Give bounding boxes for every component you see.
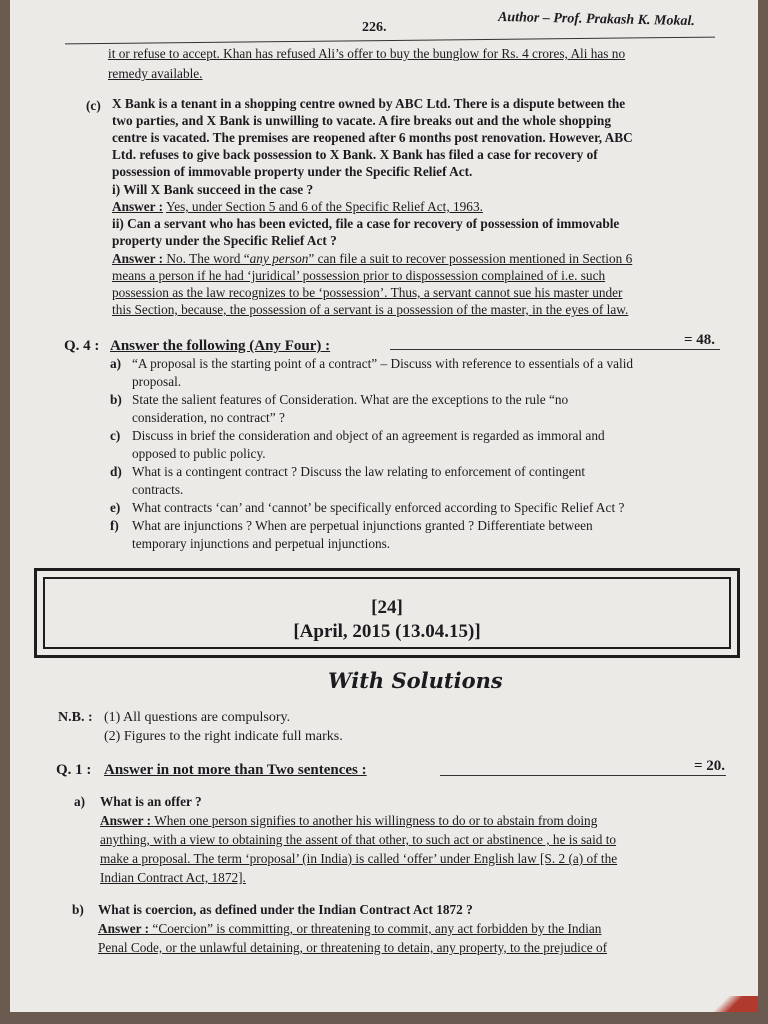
q4-item-a [110,356,633,372]
q4-item-d-cont: contracts. [132,482,184,497]
q4-item-c-cont: opposed to public policy. [132,446,266,461]
paper-date: [April, 2015 (13.04.15)] [293,621,481,642]
with-solutions-heading: With Solutions [328,668,503,693]
item-text: What are injunctions ? When are perpetual injunctions granted ? Differentiate between [132,518,593,533]
answer-label: Answer : [98,921,150,936]
case-c-answer-2-line-4: this Section, because, the possession of a servant is a possession of the master, in the eyes of law. [112,302,629,317]
answer-text: “Coercion” is committing, or threatening to commit, any act forbidden by the Indian [152,921,602,936]
q4-marks: = 48. [684,332,716,348]
answer-text: Yes, under Section 5 and 6 of the Specific Relief Act, 1963. [165,199,483,214]
q1-a-question: What is an offer ? [100,794,202,809]
paper-title-box [34,568,740,658]
answer-text-italic: any person [249,251,309,266]
case-c-line-3: centre is vacated. The premises are reopened after 6 months post renovation. However, ABC [112,130,633,145]
intro-line-1: it or refuse to accept. Khan has refused Ali’s offer to buy the bunglow for Rs. 4 crores, Ali has no [108,46,626,61]
q4-item-b [110,392,568,408]
answer-text-post: ” can file a suit to recover possession mentioned in Section 6 [308,251,633,266]
case-c-answer-1 [112,199,483,215]
answer-label: Answer : [100,813,152,828]
q4-item-f-cont: temporary injunctions and perpetual injunctions. [132,536,391,551]
q1-a-answer-line-3: make a proposal. The term ‘proposal’ (in India) is called ‘offer’ under English law [S. 2 (a) of the [100,851,618,866]
q4-item-a-cont: proposal. [132,374,182,389]
q4-title: Answer the following (Any Four) : [110,338,331,354]
q1-a-answer-line-4: Indian Contract Act, 1872]. [100,870,246,885]
header-rule [65,37,715,45]
paper-number: [24] [371,597,403,618]
q1-marks: = 20. [694,758,726,774]
paper-title-inner-border [43,577,731,649]
q4-rule [390,349,720,350]
intro-line-2: remedy available. [108,66,203,81]
case-c-line-2: two parties, and X Bank is unwilling to vacate. A fire breaks out and the whole shopping [112,113,611,128]
page-corner-shadow [698,996,758,1012]
case-c-line-5: possession of immovable property under the Specific Relief Act. [112,164,473,179]
author-header: Author – Prof. Prakash K. Mokal. [497,9,695,30]
case-c-line-4: Ltd. refuses to give back possession to X Bank. X Bank has filed a case for recovery of [112,147,598,162]
q1-a-answer-line-1 [100,813,597,829]
q1-a-label: a) [74,794,86,809]
case-c-question-2-line-1: ii) Can a servant who has been evicted, file a case for recovery of possession of immovable [112,216,620,231]
item-text: “A proposal is the starting point of a contract” – Discuss with reference to essentials of a valid [132,356,634,371]
item-label: a) [110,356,122,371]
case-c-label: (c) [86,98,101,113]
case-c-answer-2-line-2: means a person if he had ‘juridical’ possession prior to dispossession complained of i.e. such [112,268,606,283]
item-text: What contracts ‘can’ and ‘cannot’ be specifically enforced according to Specific Relief Act ? [132,500,625,515]
q4-item-e [110,500,624,516]
q4-item-f [110,518,593,534]
q1-b-answer-line-1 [98,921,601,937]
q1-label: Q. 1 : [56,762,92,778]
scanned-page [10,0,758,1012]
answer-label: Answer : [112,251,164,266]
item-text: Discuss in brief the consideration and object of an agreement is regarded as immoral and [132,428,605,443]
q1-b-answer-line-2: Penal Code, or the unlawful detaining, or threatening to detain, any property, to the prejudice of [98,940,608,955]
nb-label: N.B. : [58,710,93,725]
answer-label: Answer : [112,199,164,214]
item-text: State the salient features of Consideration. What are the exceptions to the rule “no [132,392,569,407]
item-text: What is a contingent contract ? Discuss the law relating to enforcement of contingent [132,464,586,479]
item-label: b) [110,392,122,407]
q1-rule [440,775,726,776]
item-label: e) [110,500,121,515]
nb-line-1: (1) All questions are compulsory. [104,710,291,725]
q4-item-c [110,428,605,444]
q1-a-answer-line-2: anything, with a view to obtaining the assent of that other, to such act or abstinence , he is said to [100,832,617,847]
answer-text: When one person signifies to another his willingness to do or to abstain from doing [154,813,598,828]
q4-item-b-cont: consideration, no contract” ? [132,410,285,425]
case-c-answer-2-line-3: possession as the law recognizes to be ‘possession’. Thus, a servant cannot sue his master under [112,285,623,300]
answer-text-pre: No. The word “ [166,251,250,266]
q1-b-question: What is coercion, as defined under the Indian Contract Act 1872 ? [98,902,473,917]
q4-item-d [110,464,585,480]
q4-label: Q. 4 : [64,338,100,354]
nb-line-2: (2) Figures to the right indicate full marks. [104,729,343,744]
case-c-line-1: X Bank is a tenant in a shopping centre owned by ABC Ltd. There is a dispute between the [112,96,626,111]
item-label: d) [110,464,122,479]
case-c-question-2-line-2: property under the Specific Relief Act ? [112,233,337,248]
item-label: c) [110,428,121,443]
q1-title: Answer in not more than Two sentences : [104,762,367,778]
case-c-answer-2-line-1 [112,251,632,267]
case-c-question-1: i) Will X Bank succeed in the case ? [112,182,314,197]
page-number: 226. [362,20,387,35]
item-label: f) [110,518,119,533]
q1-b-label: b) [72,902,84,917]
